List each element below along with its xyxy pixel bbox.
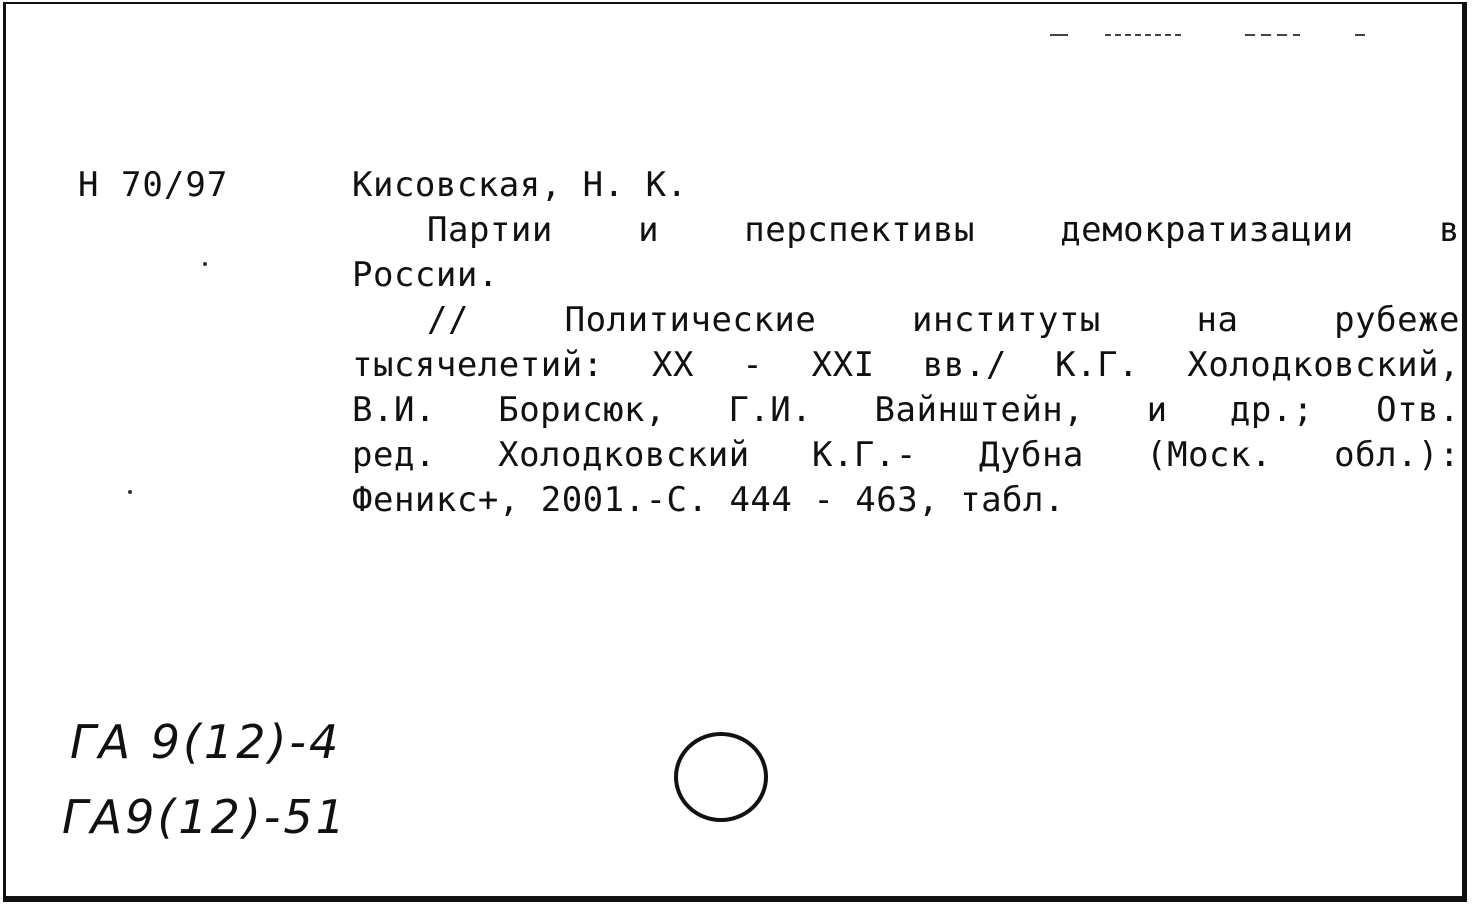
title-line-1: Партии и перспективы демократизации в: [427, 210, 1460, 250]
handwritten-shelf-mark-1: ГА 9(12)-4: [70, 715, 342, 769]
author-name: Кисовская, Н. К.: [352, 165, 688, 205]
scan-speck: [128, 490, 132, 494]
bibliographic-description: [352, 208, 1460, 523]
call-number: Н 70/97: [78, 165, 229, 205]
source-line-3: В.И. Борисюк, Г.И. Вайнштейн, и др.; Отв.: [352, 390, 1460, 430]
source-line-4: ред. Холодковский К.Г.- Дубна (Моск. обл.):: [352, 435, 1460, 475]
source-line-1: // Политические институты на рубеже: [427, 300, 1460, 340]
punch-hole-icon: [672, 730, 770, 825]
handwritten-shelf-mark-2: ГА9(12)-51: [62, 790, 348, 844]
scan-speck: [203, 262, 207, 266]
source-line-2: тысячелетий: XX - XXI вв./ К.Г. Холодковский,: [352, 345, 1460, 385]
scan-artifact-marks: [1050, 32, 1370, 38]
source-line-5: Феникс+, 2001.-С. 444 - 463, табл.: [352, 480, 1065, 520]
title-line-2: России.: [352, 255, 499, 295]
